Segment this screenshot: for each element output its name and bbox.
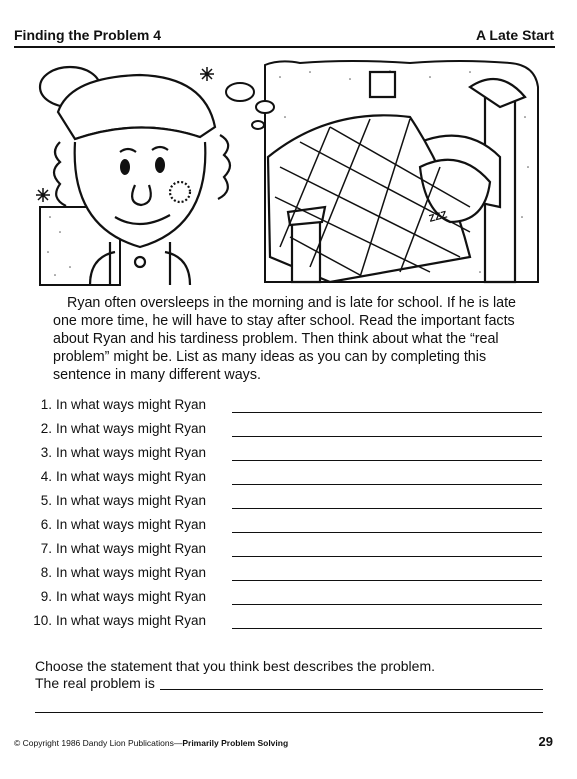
copyright-text: © Copyright 1986 Dandy Lion Publications— [14,738,183,748]
list-item: 4. In what ways might Ryan [30,469,550,489]
answer-line[interactable] [232,628,542,629]
answer-line[interactable] [232,460,542,461]
real-problem-label: The real problem is [35,675,155,691]
answer-line[interactable] [232,484,542,485]
answer-line[interactable] [232,556,542,557]
list-item: 2. In what ways might Ryan [30,421,550,441]
answer-line[interactable] [232,580,542,581]
list-item: 8. In what ways might Ryan [30,565,550,585]
bedpost-top-left [370,72,395,97]
list-item: 7. In what ways might Ryan [30,541,550,561]
answer-line[interactable] [232,412,542,413]
face [75,142,206,247]
choose-statement: Choose the statement that you think best describes the problem. [35,658,436,674]
zzz-text: ZZZ [427,209,449,225]
answer-line[interactable] [232,508,542,509]
instructions-paragraph: Ryan often oversleeps in the morning and is late for school. If he is late one more time, he will have to stay after school. Read the important facts about Ryan and his tardiness problem. Then think about what the “real problem” might be. List as many ideas as you can by completing this sentence in many different ways. [53,295,517,383]
answer-line[interactable] [232,436,542,437]
bedpost-left [292,217,320,282]
illustration-ryan-sleeping [30,57,545,290]
page-number: 29 [538,734,553,749]
list-item: 1. In what ways might Ryan [30,397,550,417]
real-problem-line-2[interactable] [35,712,543,713]
list-item: 3. In what ways might Ryan [30,445,550,465]
real-problem-line[interactable] [160,689,543,690]
list-item: 9. In what ways might Ryan [30,589,550,609]
book-title: Primarily Problem Solving [182,738,289,748]
list-item: 5. In what ways might Ryan [30,493,550,513]
list-item: 10. In what ways might Ryan [30,613,550,633]
worksheet-subtitle: A Late Start [475,27,554,43]
header-rule [14,46,555,48]
bedpost-cap [470,79,525,107]
page-header [14,27,554,47]
sleep-puffs [226,83,274,129]
answer-line[interactable] [232,532,542,533]
list-item: 6. In what ways might Ryan [30,517,550,537]
answer-line[interactable] [232,604,542,605]
copyright-footer [14,738,288,748]
worksheet-title: Finding the Problem 4 [14,27,162,43]
